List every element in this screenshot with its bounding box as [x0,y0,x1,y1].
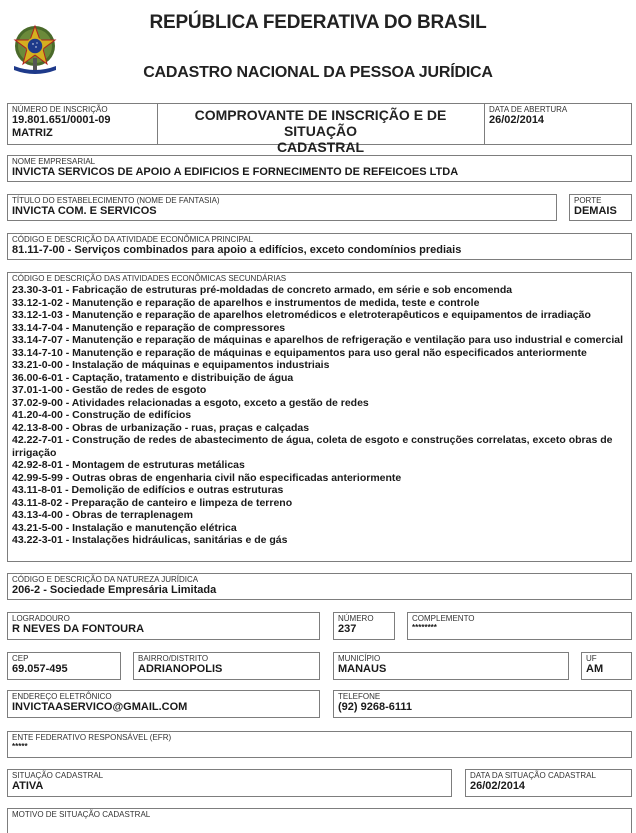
nome-fantasia-box [7,194,557,221]
cep-box [7,652,121,680]
municipio-value: MANAUS [338,663,387,675]
list-item: 41.20-4-00 - Construção de edifícios [12,409,192,421]
logradouro-box [7,612,320,640]
list-item: 33.21-0-00 - Instalação de máquinas e equipamentos industriais [12,359,330,371]
list-item: 42.22-7-01 - Construção de redes de abastecimento de água, coleta de esgoto e construções correlatas, exceto obras de irrigação [12,434,613,459]
logradouro-value: R NEVES DA FONTOURA [12,623,145,635]
bairro-label: BAIRRO/DISTRITO [138,654,209,663]
bairro-box [133,652,320,680]
email-box [7,690,320,718]
atividades-secundarias-list [8,283,631,547]
email-value: INVICTAASERVICO@GMAIL.COM [12,701,188,713]
list-item: 43.13-4-00 - Obras de terraplenagem [12,509,193,521]
list-item: 43.21-5-00 - Instalação e manutenção elétrica [12,521,237,534]
list-item: 33.12-1-02 - Manutenção e reparação de aparelhos e instrumentos de medida, teste e controle [12,296,480,309]
atividade-principal-box [7,233,632,260]
list-item: 43.22-3-01 - Instalações hidráulicas, sanitárias e de gás [12,534,288,546]
email-label: ENDEREÇO ELETRÔNICO [12,692,112,701]
data-situacao-label: DATA DA SITUAÇÃO CADASTRAL [470,771,596,780]
complemento-label: COMPLEMENTO [412,614,475,623]
cep-value: 69.057-495 [12,663,68,675]
municipio-label: MUNICÍPIO [338,654,381,663]
numero-value: 237 [338,623,357,635]
header-subtitle: CADASTRO NACIONAL DA PESSOA JURÍDICA [143,64,493,81]
bairro-value: ADRIANOPOLIS [138,663,223,675]
list-item: 33.14-7-10 - Manutenção e reparação de máquinas e equipamentos para uso geral não especificados anteriormente [12,346,587,359]
porte-box [569,194,632,221]
atividade-principal-label: CÓDIGO E DESCRIÇÃO DA ATIVIDADE ECONÔMICA PRINCIPAL [12,235,254,244]
list-item: 42.92-8-01 - Montagem de estruturas metálicas [12,459,245,471]
natureza-juridica-label: CÓDIGO E DESCRIÇÃO DA NATUREZA JURÍDICA [12,575,199,584]
numero-box [333,612,395,640]
numero-inscricao-cell [8,104,157,140]
telefone-box [333,690,632,718]
list-item: 33.14-7-07 - Manutenção e reparação de máquinas e aparelhos de refrigeração e ventilação para uso industrial e comercial [12,334,623,346]
nome-fantasia-value: INVICTA COM. E SERVICOS [12,205,157,217]
natureza-juridica-box [7,573,632,600]
atividade-principal-value: 81.11-7-00 - Serviços combinados para apoio a edifícios, exceto condomínios prediais [12,244,462,256]
list-item: 42.99-5-99 - Outras obras de engenharia civil não especificadas anteriormente [12,471,402,484]
telefone-value: (92) 9268-6111 [338,701,413,713]
list-item: 42.13-8-00 - Obras de urbanização - ruas, praças e calçadas [12,421,310,434]
list-item: 37.02-9-00 - Atividades relacionadas a esgoto, exceto a gestão de redes [12,396,369,409]
nome-empresarial-box [7,155,632,182]
efr-value: ***** [12,742,28,751]
list-item: 36.00-6-01 - Captação, tratamento e distribuição de água [12,371,294,384]
situacao-label: SITUAÇÃO CADASTRAL [12,771,104,780]
document-title [158,104,483,155]
nome-fantasia-label: TÍTULO DO ESTABELECIMENTO (NOME DE FANTASIA) [12,196,220,205]
situacao-value: ATIVA [12,780,44,792]
nome-empresarial-label: NOME EMPRESARIAL [12,157,96,166]
document-title-line2: CADASTRAL [276,139,365,155]
uf-box [581,652,632,680]
data-situacao-value: 26/02/2014 [470,780,526,792]
complemento-box [407,612,632,640]
registration-box [7,103,632,155]
telefone-label: TELEFONE [338,692,381,701]
data-abertura-label: DATA DE ABERTURA [489,105,568,114]
municipio-box [333,652,569,680]
numero-label: NÚMERO [338,614,374,623]
uf-value: AM [586,663,604,675]
document-title-line1: COMPROVANTE DE INSCRIÇÃO E DE SITUAÇÃO [194,107,447,139]
data-abertura-value: 26/02/2014 [489,114,545,126]
data-situacao-box [465,769,632,797]
list-item: 23.30-3-01 - Fabricação de estruturas pré-moldadas de concreto armado, em série e sob encomenda [12,284,513,296]
efr-box [7,731,632,758]
data-abertura-cell [485,104,633,127]
complemento-value: ******** [412,623,437,632]
situacao-box [7,769,452,797]
uf-label: UF [586,654,597,663]
efr-label: ENTE FEDERATIVO RESPONSÁVEL (EFR) [12,733,172,742]
porte-label: PORTE [574,196,602,205]
logradouro-label: LOGRADOURO [12,614,70,623]
list-item: 43.11-8-01 - Demolição de edifícios e outras estruturas [12,484,284,496]
list-item: 37.01-1-00 - Gestão de redes de esgoto [12,384,207,396]
atividades-secundarias-label: CÓDIGO E DESCRIÇÃO DAS ATIVIDADES ECONÔMICAS SECUNDÁRIAS [12,274,287,283]
list-item: 33.14-7-04 - Manutenção e reparação de compressores [12,321,286,334]
porte-value: DEMAIS [574,205,617,217]
numero-inscricao-label: NÚMERO DE INSCRIÇÃO [12,105,108,114]
natureza-juridica-value: 206-2 - Sociedade Empresária Limitada [12,584,217,596]
tipo-estabelecimento-value: MATRIZ [12,127,53,139]
nome-empresarial-value: INVICTA SERVICOS DE APOIO A EDIFICIOS E FORNECIMENTO DE REFEICOES LTDA [12,166,459,178]
numero-inscricao-value: 19.801.651/0001-09 [12,114,111,126]
atividades-secundarias-box [7,272,632,562]
cep-label: CEP [12,654,29,663]
motivo-box [7,808,632,833]
list-item: 43.11-8-02 - Preparação de canteiro e limpeza de terreno [12,496,293,509]
motivo-label: MOTIVO DE SITUAÇÃO CADASTRAL [12,810,151,819]
list-item: 33.12-1-03 - Manutenção e reparação de aparelhos eletromédicos e eletroterapêuticos e equipamentos de irradiação [12,309,591,321]
header-title: REPÚBLICA FEDERATIVA DO BRASIL [149,12,487,33]
